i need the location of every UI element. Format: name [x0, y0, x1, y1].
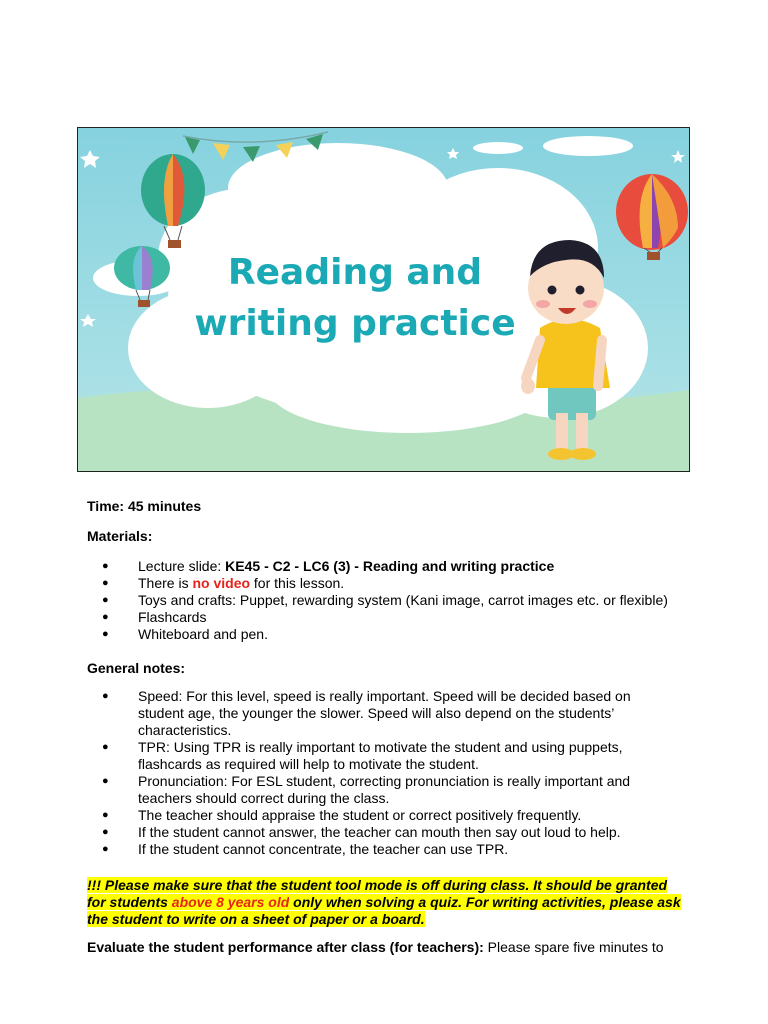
list-item: ● Pronunciation: For ESL student, correcting pronunciation is really important and teachers should correct during the class.: [87, 773, 647, 807]
age-requirement: above 8 years old: [171, 894, 290, 910]
list-item: ● Toys and crafts: Puppet, rewarding system (Kani image, carrot images etc. or flexible): [87, 592, 687, 609]
list-item: ● Whiteboard and pen.: [87, 626, 687, 643]
lecture-slide-name: KE45 - C2 - LC6 (3) - Reading and writing practice: [225, 558, 555, 574]
list-item: ● If the student cannot concentrate, the teacher can use TPR.: [87, 841, 647, 858]
list-item: ● If the student cannot answer, the teacher can mouth then say out loud to help.: [87, 824, 647, 841]
list-item: [87, 558, 687, 575]
warning-text: !!! Please make sure that the student tool mode is off during class. It should be granted for students: [87, 877, 668, 910]
list-item: ● Flashcards: [87, 609, 687, 626]
banner-illustration: [78, 128, 689, 471]
material-text: for this lesson.: [250, 575, 345, 591]
general-notes-heading: General notes:: [87, 660, 186, 676]
evaluation-note: [87, 939, 697, 956]
list-item: ● The teacher should appraise the student or correct positively frequently.: [87, 807, 647, 824]
list-item: ● TPR: Using TPR is really important to motivate the student and using puppets, flashcards as required will help to motivate the student.: [87, 739, 647, 773]
material-text: There is: [138, 575, 193, 591]
list-item: ● Speed: For this level, speed is really important. Speed will be decided based on student age, the younger the slower. Speed will also depend on the students’ characteristics.: [87, 688, 647, 739]
no-video-highlight: no video: [192, 575, 251, 591]
lesson-time: Time: 45 minutes: [87, 498, 202, 514]
material-label: Lecture slide:: [138, 558, 226, 574]
evaluation-text: Please spare five minutes to: [483, 939, 664, 955]
list-item: [87, 575, 687, 592]
warning-text: only when solving a quiz. For writing activities, please ask the student to write on a sheet of paper or a board.: [87, 894, 681, 927]
general-notes-list: [87, 688, 647, 858]
banner-title-line1: Reading and: [227, 252, 483, 293]
lesson-banner-image: [77, 127, 690, 472]
evaluation-heading: Evaluate the student performance after class (for teachers):: [87, 939, 484, 955]
materials-list: [87, 558, 687, 643]
materials-heading: Materials:: [87, 528, 153, 544]
tool-mode-warning: [87, 877, 685, 928]
banner-title-line2: writing practice: [194, 303, 516, 344]
